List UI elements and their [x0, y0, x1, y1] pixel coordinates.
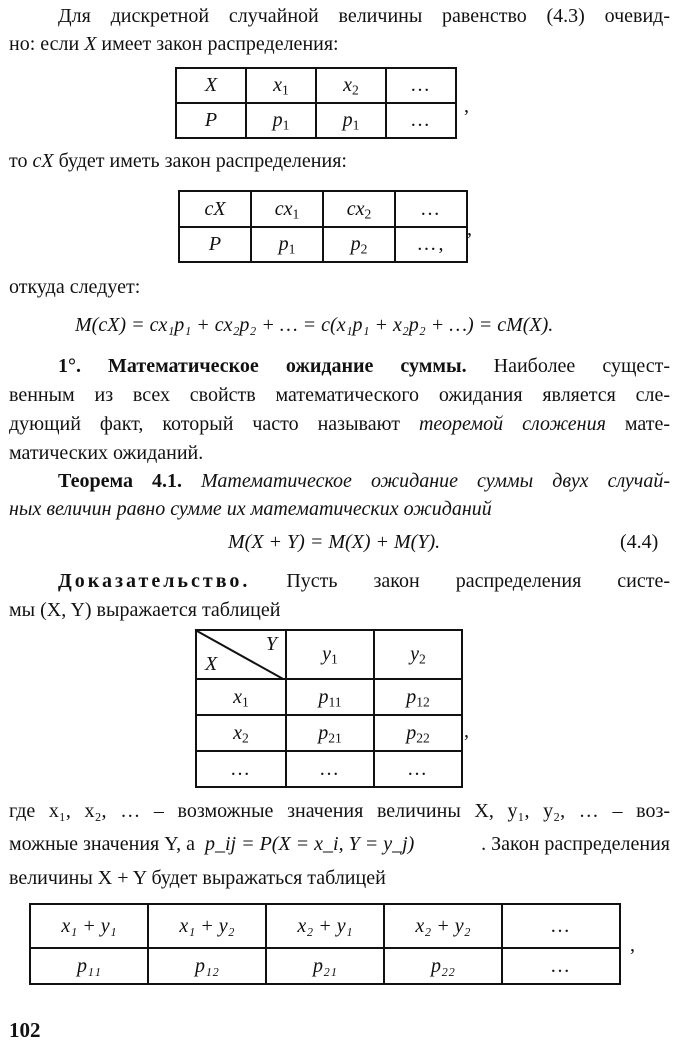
distribution-table-cx: cX $cx_1$ $cx_2$ … P $p_1$ $p_2$ …, — [178, 190, 468, 263]
equation-number: (4.4) — [620, 531, 659, 553]
comma: , — [464, 720, 469, 742]
theorem-line1: Теорема 4.1. Математическое ожидание суммы двух случай- — [58, 470, 670, 492]
para-possible-values-line1: где x₁, x₂, … – возможные значения величины X, y₁, y₂, … – воз- — [9, 800, 670, 822]
para-follows: откуда следует: — [9, 276, 141, 298]
page-number: 102 — [9, 1018, 41, 1042]
distribution-table-x: X $x_1$ $x_2$ … P $p_1$ $p_1$ … — [175, 67, 457, 139]
para-intro-line1: Для дискретной случайной величины равенство (4.3) очевид- — [58, 5, 670, 27]
proof-line2: мы (X, Y) выражается таблицей — [9, 599, 281, 621]
para-possible-values-line2: можные значения Y, а p_ij = P(X = x_i, Y = y_j) . Закон распределения — [9, 833, 670, 855]
comma: , — [464, 95, 469, 117]
proof-line1: Доказательство. Пусть закон распределения систе- — [58, 570, 670, 592]
sum-distribution-table: x₁ + y₁ x₁ + y₂ x₂ + y₁ x₂ + y₂ … p₁₁ p₁₂ p₂₁ p₂₂ … — [29, 903, 621, 985]
section-line2: венным из всех свойств математического ожидания является сле- — [9, 384, 670, 406]
comma: , — [467, 218, 472, 240]
formula-sum-expectation: M(X + Y) = M(X) + M(Y). — [228, 531, 441, 553]
para-cx-line: то cX будет иметь закон распределения: — [9, 150, 347, 172]
theorem-line2: ных величин равно сумме их математических ожиданий — [9, 498, 492, 520]
formula-expectation-scaling: M(cX) = cx₁p₁ + cx₂p₂ + … = c(x₁p₁ + x₂p₂ + …) = cM(X). — [75, 314, 554, 336]
joint-distribution-table: X Y $y_1$ $y_2$ $x_1$ $p_{11}$ $p_{12}$ $x_2$ $p_{21}$ $p_{22}$ … … … — [195, 629, 463, 788]
section-line4: матических ожиданий. — [9, 442, 204, 464]
comma: , — [630, 934, 635, 956]
section-title-line: 1°. Математическое ожидание суммы. Наиболее сущест- — [58, 355, 670, 377]
corner-cell: X Y — [196, 630, 286, 679]
section-line3: дующий факт, который часто называют теоремой сложения мате- — [9, 413, 670, 435]
para-possible-values-line3: величины X + Y будет выражаться таблицей — [9, 867, 386, 889]
para-intro-line2: но: если X имеет закон распределения: — [9, 33, 339, 55]
